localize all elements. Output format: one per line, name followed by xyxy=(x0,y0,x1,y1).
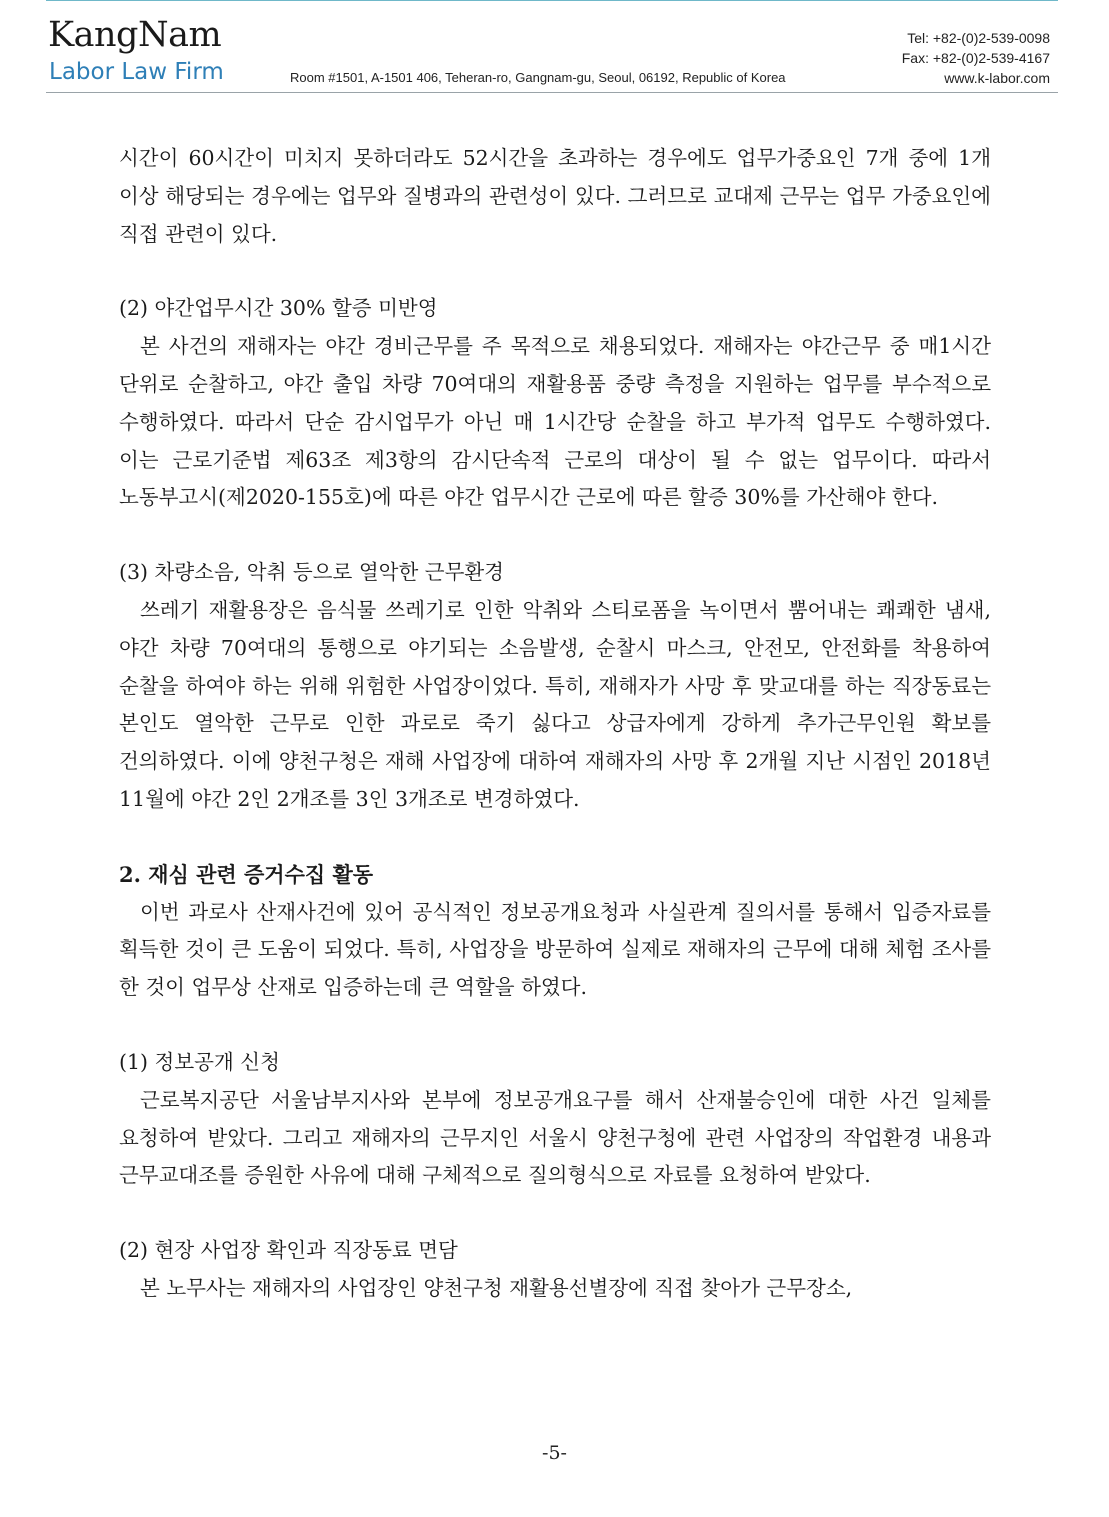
letterhead xyxy=(46,0,1058,93)
section2-paragraph-2: 본 노무사는 재해자의 사업장인 양천구청 재활용선별장에 직접 찾아가 근무장소, xyxy=(140,1275,853,1300)
firm-address: Room #1501, A-1501 406, Teheran-ro, Gangnam-gu, Seoul, 06192, Republic of Korea xyxy=(290,70,786,85)
firm-contact xyxy=(902,28,1050,88)
section-paragraph-2: 이번 과로사 산재사건에 있어 공식적인 정보공개요청과 사실관계 질의서를 통해서 입증자료를 획득한 것이 큰 도움이 되었다. 특히, 사업장을 방문하여 실제로 재해자의 근무에 대해 체험 조사를 한 것이 업무상 산재로 입증하는데 큰 역할을 하였다. xyxy=(119,899,991,1000)
page-number: -5- xyxy=(542,1442,567,1464)
section2-subheading-2: (2) 현장 사업장 확인과 직장동료 면담 xyxy=(119,1238,458,1263)
document-body xyxy=(119,140,991,1308)
firm-logo-subtitle: Labor Law Firm xyxy=(49,59,224,85)
firm-website[interactable]: www.k-labor.com xyxy=(944,70,1050,86)
section-heading-2: 2. 재심 관련 증거수집 활동 xyxy=(119,861,374,887)
section2-subheading-1: (1) 정보공개 신청 xyxy=(119,1049,280,1074)
firm-fax: Fax: +82-(0)2-539-4167 xyxy=(901,50,1050,66)
section2-paragraph-1: 근로복지공단 서울남부지사와 본부에 정보공개요구를 해서 산재불승인에 대한 사건 일체를 요청하여 받았다. 그리고 재해자의 근무지인 서울시 양천구청에 관련 사업장의 작업환경 내용과 근무교대조를 증원한 사유에 대해 구체적으로 질의형식으로 자료를 요청하여 받았다. xyxy=(119,1087,991,1188)
header-divider xyxy=(46,92,1058,93)
subsection-heading-2: (2) 야간업무시간 30% 할증 미반영 xyxy=(119,296,438,321)
subsection-paragraph-3: 쓰레기 재활용장은 음식물 쓰레기로 인한 악취와 스티로폼을 녹이면서 뿜어내는 쾌쾌한 냄새, 야간 차량 70여대의 통행으로 야기되는 소음발생, 순찰시 마스크, 안전모, 안전화를 착용하여 순찰을 하여야 하는 위해 위험한 사업장이었다. 특히, 재해자가 사망 후 맞교대를 하는 직장동료는 본인도 열악한 근무로 인한 과로로 죽기 싫다고 상급자에게 강하게 추가근무인원 확보를 건의하였다. 이에 양천구청은 재해 사업장에 대하여 재해자의 사망 후 2개월 지난 시점인 2018년 11월에 야간 2인 2개조를 3인 3개조로 변경하였다. xyxy=(119,597,991,811)
firm-logo-name: KangNam xyxy=(48,15,222,55)
subsection-heading-3: (3) 차량소음, 악취 등으로 열악한 근무환경 xyxy=(119,560,504,585)
intro-paragraph: 시간이 60시간이 미치지 못하더라도 52시간을 초과하는 경우에도 업무가중요인 7개 중에 1개 이상 해당되는 경우에는 업무와 질병과의 관련성이 있다. 그러므로 교대제 근무는 업무 가중요인에 직접 관련이 있다. xyxy=(119,146,991,246)
firm-tel: Tel: +82-(0)2-539-0098 xyxy=(907,30,1050,46)
subsection-paragraph-2: 본 사건의 재해자는 야간 경비근무를 주 목적으로 채용되었다. 재해자는 야간근무 중 매1시간 단위로 순찰하고, 야간 출입 차량 70여대의 재활용품 중량 측정을 지원하는 업무를 부수적으로 수행하였다. 따라서 단순 감시업무가 아닌 매 1시간당 순찰을 하고 부가적 업무도 수행하였다. 이는 근로기준법 제63조 제3항의 감시단속적 근로의 대상이 될 수 없는 업무이다. 따라서 노동부고시(제2020-155호)에 따른 야간 업무시간 근로에 따른 할증 30%를 가산해야 한다. xyxy=(119,334,991,510)
